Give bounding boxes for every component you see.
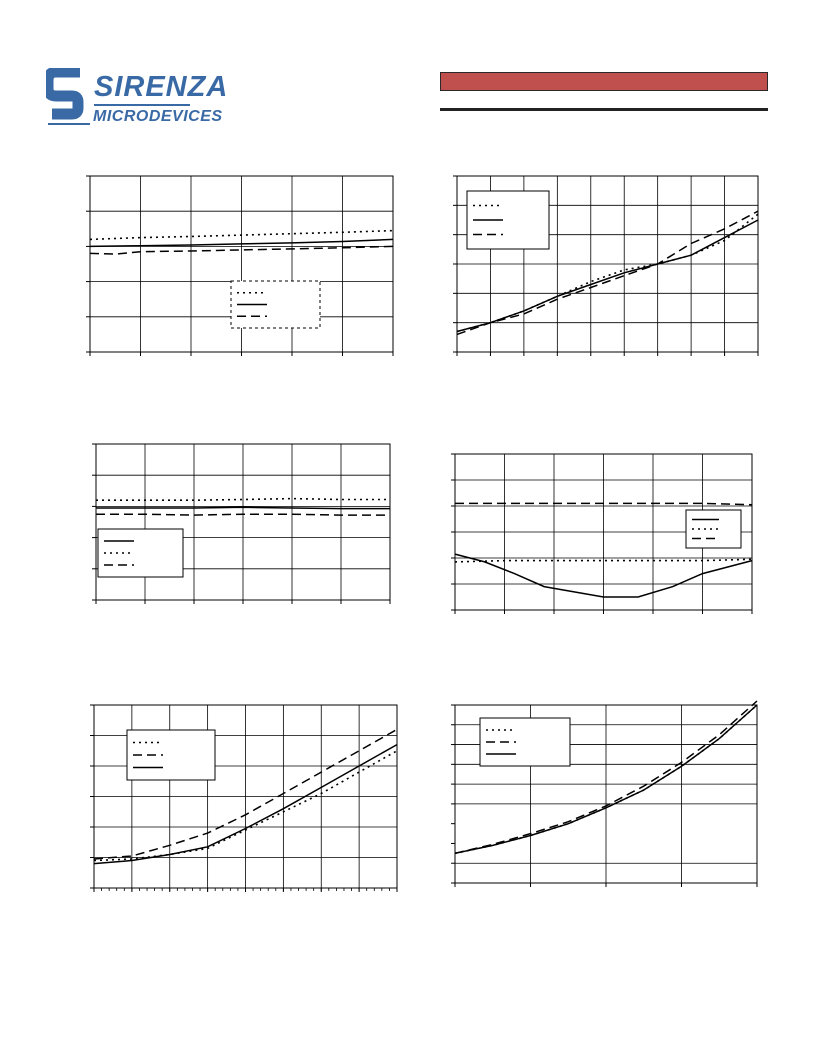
chart-3-series-1-line xyxy=(455,559,752,562)
chart-5-legend xyxy=(480,718,570,766)
chart-4-legend xyxy=(127,730,215,780)
chart-3-series-0-line xyxy=(455,554,752,597)
chart-3-plot-area xyxy=(455,454,752,610)
chart-5-series-0-line xyxy=(455,705,757,853)
chart-5-series-2-line xyxy=(455,705,757,853)
chart-5-series-1-line xyxy=(455,701,757,853)
chart-3-series-2-line xyxy=(455,503,752,504)
logo-underline xyxy=(94,104,190,106)
company-logo xyxy=(46,68,229,130)
chart-2-series-1-line xyxy=(96,499,390,501)
chart-0-series-1-line xyxy=(90,239,393,246)
logo-division-name: MICRODEVICES xyxy=(93,108,223,125)
chart-0-series-0-line xyxy=(90,231,393,240)
chart-4-series-1-line xyxy=(94,729,397,859)
chart-2-plot-area xyxy=(96,444,390,600)
chart-4-series-0-line xyxy=(94,751,397,861)
header-rule xyxy=(440,108,768,111)
header-accent-bar xyxy=(440,72,768,91)
chart-3-legend xyxy=(686,510,741,548)
chart-2-legend xyxy=(98,529,183,577)
chart-0-plot-area xyxy=(90,176,393,352)
chart-1-series-0-line xyxy=(457,214,758,331)
chart-2-series-0-line xyxy=(96,507,390,508)
chart-1-legend xyxy=(467,191,549,249)
chart-2-series-2-line xyxy=(96,514,390,515)
chart-5-plot-area xyxy=(455,705,757,883)
chart-1-series-1-line xyxy=(457,220,758,332)
sirenza-s-logo-icon xyxy=(46,68,94,128)
chart-4-series-2-line xyxy=(94,745,397,864)
chart-1-series-2-line xyxy=(457,211,758,334)
logo-company-name: SIRENZA xyxy=(94,71,229,103)
chart-1-plot-area xyxy=(457,176,758,352)
chart-4-plot-area xyxy=(94,705,397,888)
chart-0-series-2-line xyxy=(90,246,393,254)
chart-0-legend xyxy=(231,281,320,328)
